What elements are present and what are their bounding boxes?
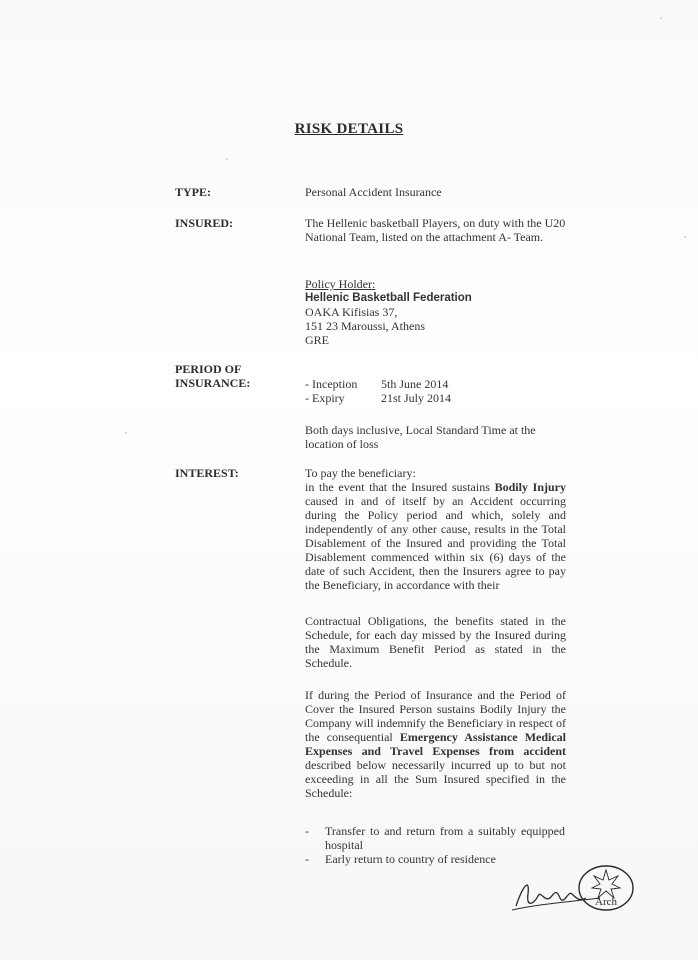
stamp-text: Arch	[595, 896, 617, 908]
p1-bold: Bodily Injury	[494, 480, 567, 494]
period-dates	[305, 377, 566, 405]
period-label-line-1: PERIOD OF	[175, 362, 242, 376]
insured-label: INSURED:	[175, 216, 234, 230]
bullet-dash: -	[305, 824, 309, 838]
interest-label: INTEREST:	[175, 466, 239, 480]
policy-holder-name: Hellenic Basketball Federation	[305, 292, 472, 304]
inception-row	[305, 377, 566, 391]
period-note: Both days inclusive, Local Standard Time at the location of loss	[305, 423, 536, 451]
p2-bold: Emergency Assistance Medical Expenses and Travel Expenses from accident	[305, 730, 567, 758]
stamp-star-icon	[592, 870, 620, 898]
bullet-text: Early return to country of residence	[325, 852, 496, 866]
bullet-text: Transfer to and return from a suitably equipped hospital	[325, 824, 565, 852]
interest-paragraph-1	[305, 480, 566, 592]
p2-before: If during the Period of Insurance and the Period of Cover the Insured Person sustains Bodily Injury the Company will indemnify the Beneficiary in respect of the consequential	[305, 688, 566, 744]
interest-paragraph-2	[305, 688, 566, 800]
insured-value: The Hellenic basketball Players, on duty with the U20 National Team, listed on the attachment A- Team.	[305, 216, 566, 244]
policy-holder-country: GRE	[305, 333, 329, 347]
scan-speck	[125, 432, 127, 434]
type-label: TYPE:	[175, 185, 211, 199]
p2-after: described below necessarily incurred up to but not exceeding in all the Sum Insured specified in the Schedule:	[305, 758, 566, 800]
policy-holder-address-1: OAKA Kifisias 37,	[305, 305, 398, 319]
expiry-label: - Expiry	[305, 391, 345, 405]
policy-holder-label: Policy Holder:	[305, 277, 376, 291]
signature-stamp	[508, 858, 638, 918]
type-value: Personal Accident Insurance	[305, 185, 442, 199]
bullet-dash: -	[305, 852, 309, 866]
signature-scrawl	[516, 885, 586, 906]
interest-intro: To pay the beneficiary:	[305, 466, 416, 480]
scan-speck	[660, 17, 662, 19]
p1-before: in the event that the Insured sustains	[305, 480, 490, 494]
expiry-date: 21st July 2014	[381, 391, 452, 405]
period-label-line-2: INSURANCE:	[175, 376, 251, 390]
p1-after: caused in and of itself by an Accident occurring during the Policy period and which, solely and independently of any other cause, results in the Total Disablement of the Insured and providing the Total Disablement commenced within six (6) days of the date of such Accident, then the Insurers agree to pay the Beneficiary, in accordance with their	[305, 494, 566, 592]
policy-holder-block	[305, 277, 566, 347]
document-title: RISK DETAILS	[294, 121, 404, 137]
inception-label: - Inception	[305, 377, 358, 391]
expiry-row	[305, 391, 566, 405]
scan-speck	[226, 158, 228, 160]
interest-paragraph-1-tail: Contractual Obligations, the benefits stated in the Schedule, for each day missed by the Insured during the Maximum Benefit Period as stated in the Schedule.	[305, 614, 566, 670]
inception-date: 5th June 2014	[381, 377, 449, 391]
policy-holder-address-2: 151 23 Maroussi, Athens	[305, 319, 425, 333]
period-label	[175, 362, 295, 390]
scan-speck	[684, 236, 686, 238]
